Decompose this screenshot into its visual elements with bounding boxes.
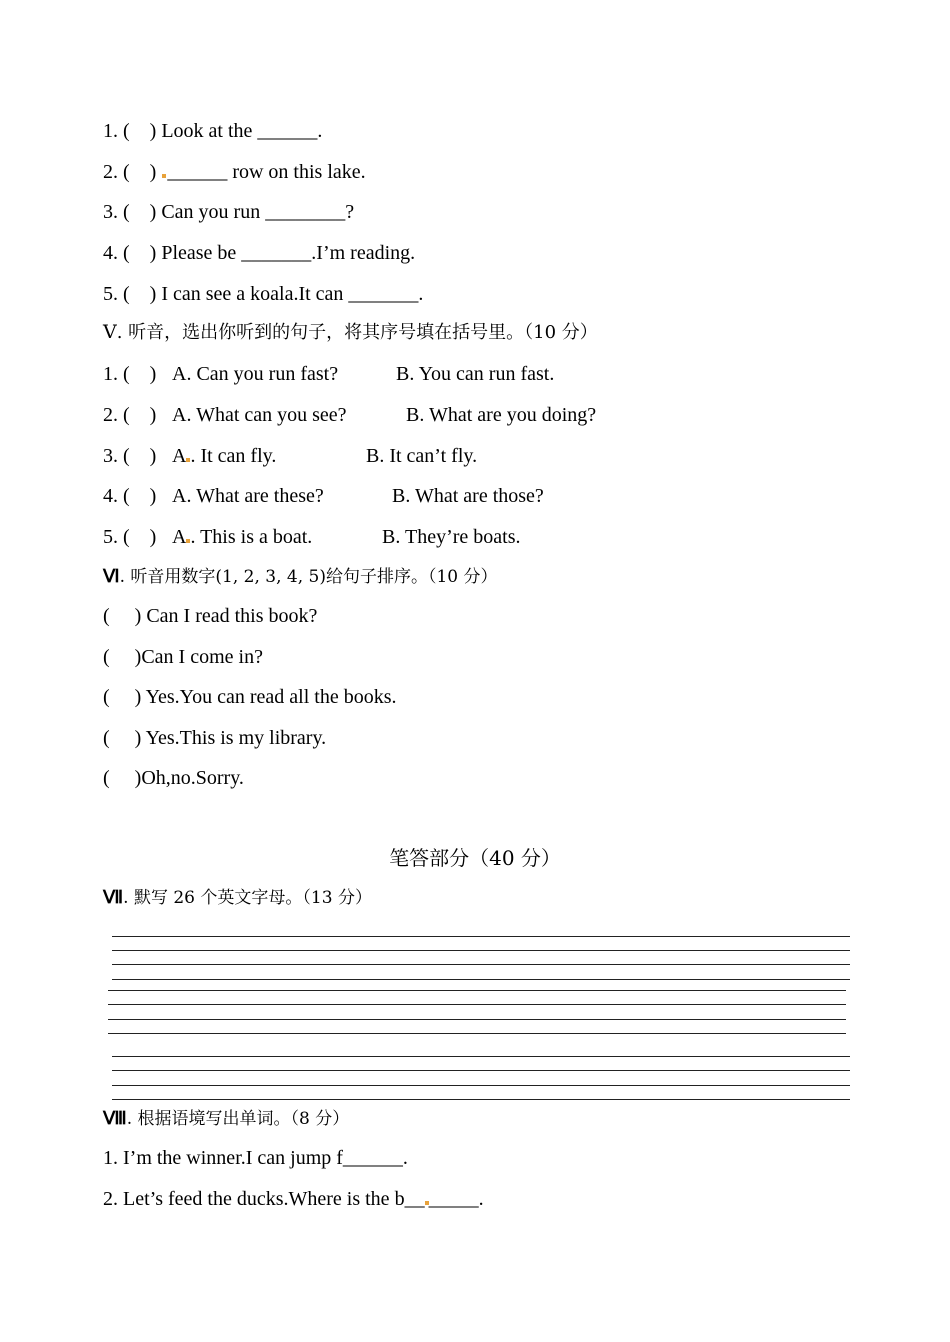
- option-a: A. What can you see?: [172, 404, 347, 426]
- writing-line: [108, 1033, 846, 1034]
- item-number: 2. ( ): [103, 404, 157, 426]
- section-7-numeral: Ⅶ: [103, 887, 124, 907]
- part4-item-5: 5. ( ) I can see a koala.It can _______.: [103, 283, 424, 305]
- section-8-item-2-after: _____.: [428, 1188, 484, 1210]
- part4-item-2-text: ______ row on this lake.: [167, 161, 366, 183]
- section-5-heading: [103, 321, 598, 345]
- part4-item-4: 4. ( ) Please be _______.I’m reading.: [103, 242, 416, 264]
- item-number: 1. ( ): [103, 363, 157, 385]
- section-5-numeral: Ⅴ: [103, 322, 117, 343]
- option-a-letter: A: [172, 526, 187, 548]
- section-6-title: . 听音用数字(1, 2, 3, 4, 5)给句子排序。（10 分）: [119, 567, 498, 587]
- writing-line: [112, 1070, 850, 1071]
- section-6-item-2: ( )Can I come in?: [103, 646, 263, 668]
- section-7-heading: [103, 885, 372, 910]
- option-a: A. What are these?: [172, 485, 324, 507]
- item-number: 5. ( ): [103, 526, 157, 548]
- section-5-title: . 听音，选出你听到的句子，将其序号填在括号里。（10 分）: [116, 322, 598, 343]
- part4-item-2: [103, 160, 366, 184]
- writing-line: [112, 950, 850, 951]
- option-b: B. What are those?: [392, 485, 544, 507]
- option-a-text: . It can fly.: [190, 445, 277, 467]
- section-7-title: . 默写 26 个英文字母。（13 分）: [123, 888, 372, 908]
- part4-item-1: 1. ( ) Look at the ______.: [103, 120, 323, 142]
- section-6-item-5: ( )Oh,no.Sorry.: [103, 767, 244, 789]
- writing-line: [112, 1085, 850, 1086]
- item-number: 4. ( ): [103, 485, 157, 507]
- writing-line: [112, 964, 850, 965]
- section-8-heading: [103, 1106, 349, 1131]
- writing-line: [112, 1056, 850, 1057]
- option-a: A. Can you run fast?: [172, 363, 339, 385]
- writing-line: [112, 979, 850, 980]
- section-8-numeral: Ⅷ: [103, 1108, 127, 1128]
- item-number: 3. ( ): [103, 445, 157, 467]
- option-a-text: . This is a boat.: [190, 526, 313, 548]
- writing-line: [112, 936, 850, 937]
- part4-item-2-prefix: 2. ( ): [103, 161, 162, 183]
- section-6-numeral: Ⅵ: [103, 566, 120, 586]
- part4-item-3: 3. ( ) Can you run ________?: [103, 201, 355, 223]
- option-a-letter: A: [172, 445, 187, 467]
- section-8-item-2-before: 2. Let’s feed the ducks.Where is the b__: [103, 1188, 425, 1210]
- option-b: B. They’re boats.: [382, 526, 521, 548]
- option-b: B. What are you doing?: [406, 404, 597, 426]
- writing-line: [112, 1099, 850, 1100]
- option-a: [172, 444, 276, 468]
- writing-line: [108, 1004, 846, 1005]
- option-b: B. It can’t fly.: [366, 445, 478, 467]
- section-8-title: . 根据语境写出单词。（8 分）: [126, 1109, 350, 1129]
- section-8-item-2: [103, 1187, 484, 1211]
- option-b: B. You can run fast.: [396, 363, 555, 385]
- section-6-heading: [103, 564, 498, 589]
- section-8-item-1: 1. I’m the winner.I can jump f______.: [103, 1147, 408, 1169]
- written-part-title: 笔答部分（40 分）: [389, 846, 561, 870]
- editor-mark-icon: [162, 174, 166, 178]
- section-6-item-1: ( ) Can I read this book?: [103, 605, 318, 627]
- option-a: [172, 525, 312, 549]
- section-6-item-4: ( ) Yes.This is my library.: [103, 727, 327, 749]
- writing-line: [108, 990, 846, 991]
- writing-line: [108, 1019, 846, 1020]
- section-6-item-3: ( ) Yes.You can read all the books.: [103, 686, 397, 708]
